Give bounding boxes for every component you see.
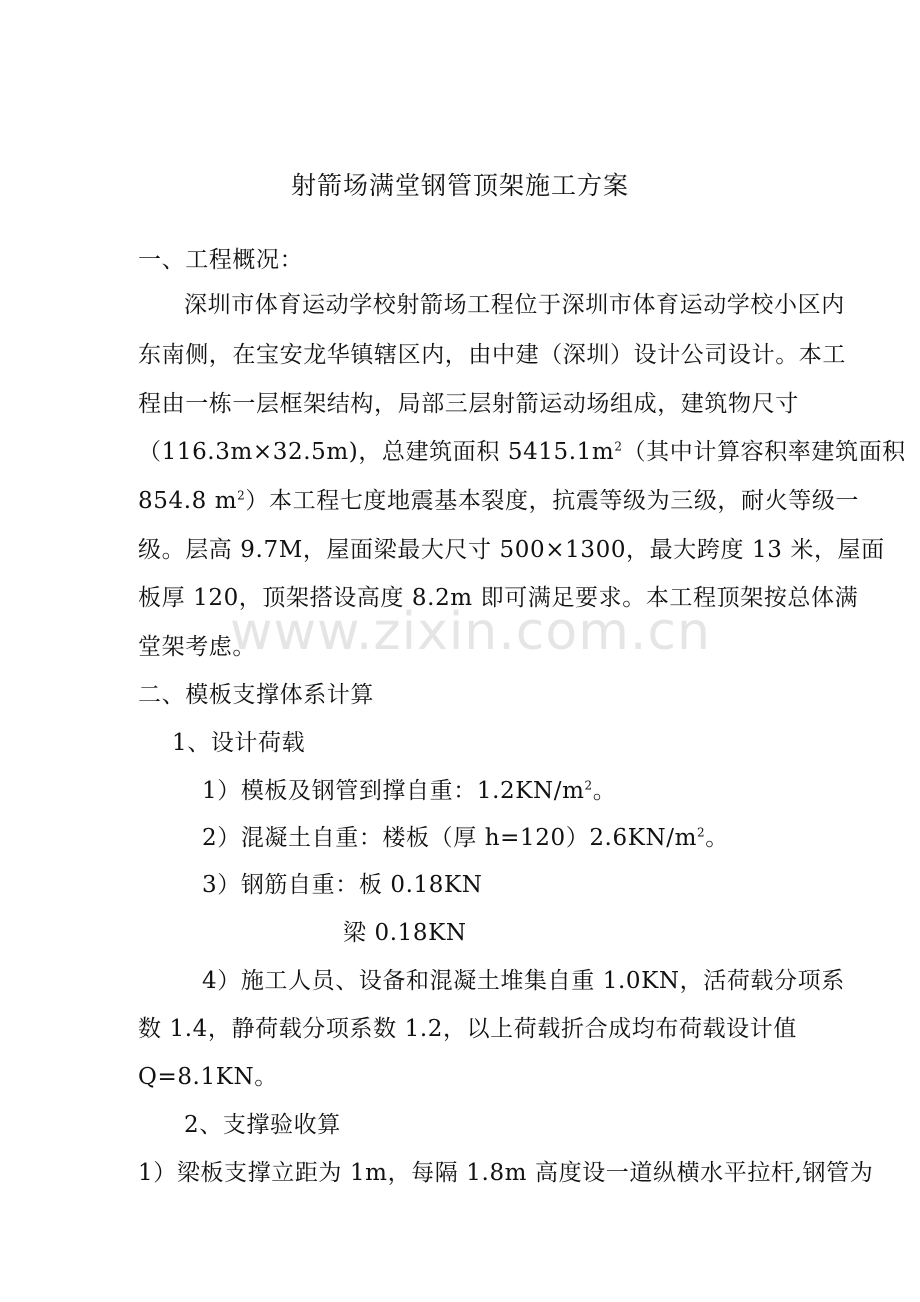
paragraph-line <box>138 437 906 467</box>
paragraph-text: （116.3m×32.5m)，总建筑面积 5415.1m <box>138 439 615 465</box>
load-item-text: 1）模板及钢管到撑自重：1.2KN/m <box>202 778 585 804</box>
paragraph-line: 深圳市体育运动学校射箭场工程位于深圳市体育运动学校小区内 <box>184 292 845 318</box>
paragraph-line: 4）施工人员、设备和混凝土堆集自重 1.0KN，活荷载分项系 <box>202 968 845 994</box>
superscript: 2 <box>696 825 706 840</box>
paragraph-text: 854.8 m <box>138 488 238 514</box>
watermark: www.zixin.com.cn <box>230 602 711 662</box>
paragraph-line: 级。层高 9.7M，屋面梁最大尺寸 500×1300，最大跨度 13 米，屋面 <box>138 537 885 563</box>
paragraph-line: 东南侧，在宝安龙华镇辖区内，由中建（深圳）设计公司设计。本工 <box>138 342 846 368</box>
paragraph-line: Q=8.1KN。 <box>138 1064 278 1090</box>
paragraph-line: 程由一栋一层框架结构，局部三层射箭运动场组成，建筑物尺寸 <box>138 391 799 417</box>
load-item-text: 。 <box>705 825 729 851</box>
load-item <box>202 776 616 806</box>
paragraph-line: 1）梁板支撑立距为 1m，每隔 1.8m 高度设一道纵横水平拉杆,钢管为 <box>138 1160 874 1186</box>
section-1-heading: 一、工程概况： <box>138 247 304 273</box>
paragraph-line: 板厚 120，顶架搭设高度 8.2m 即可满足要求。本工程顶架按总体满 <box>138 585 859 611</box>
load-item-text: 。 <box>592 778 617 804</box>
load-item-text: 2）混凝土自重：楼板（厚 h=120）2.6KN/m <box>202 825 697 851</box>
superscript: 2 <box>584 778 593 793</box>
superscript: 2 <box>237 488 246 503</box>
paragraph-text: ）本工程七度地震基本裂度，抗震等级为三级，耐火等级一 <box>245 488 860 514</box>
subsection-heading: 1、设计荷载 <box>172 730 306 756</box>
paragraph-text: （其中计算容积率建筑面积 <box>622 439 906 465</box>
load-item <box>202 823 729 853</box>
paragraph-line: 堂架考虑。 <box>138 634 256 660</box>
subsection-heading: 2、支撑验收算 <box>184 1112 341 1138</box>
paragraph-line: 数 1.4，静荷载分项系数 1.2，以上荷载折合成均布荷载设计值 <box>138 1016 797 1042</box>
load-item: 3）钢筋自重：板 0.18KN <box>202 872 483 898</box>
load-item: 梁 0.18KN <box>343 920 467 946</box>
document-title: 射箭场满堂钢管顶架施工方案 <box>290 171 629 200</box>
section-2-heading: 二、模板支撑体系计算 <box>138 682 374 708</box>
superscript: 2 <box>614 439 623 454</box>
paragraph-line <box>138 486 859 516</box>
